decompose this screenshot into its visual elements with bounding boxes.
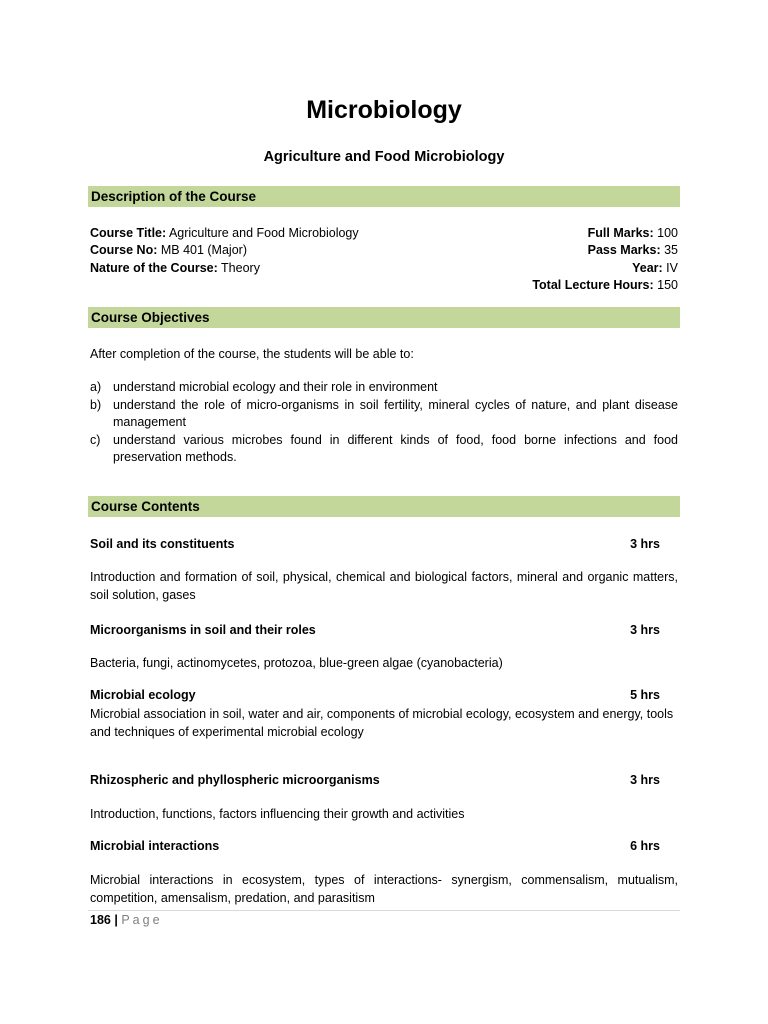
course-no-row: Course No: MB 401 (Major) bbox=[90, 243, 247, 257]
topic-hours: 6 hrs bbox=[630, 839, 660, 853]
section-header-contents: Course Contents bbox=[88, 496, 680, 517]
course-subtitle: Agriculture and Food Microbiology bbox=[263, 149, 505, 165]
topic-hours: 3 hrs bbox=[630, 773, 660, 787]
list-item: c) understand various microbes found in different kinds of food, food borne infections and food preservation methods. bbox=[90, 432, 678, 464]
total-lecture-hours: Total Lecture Hours: 150 bbox=[532, 278, 678, 292]
page-title: Microbiology bbox=[306, 96, 462, 124]
course-title-row: Course Title: Agriculture and Food Microbiology bbox=[90, 226, 359, 240]
topic-description: Microbial association in soil, water and air, components of microbial ecology, ecosystem and energy, tools and techniques of experimental microbial ecology bbox=[90, 707, 674, 739]
section-header-description: Description of the Course bbox=[88, 186, 680, 207]
topic-hours: 3 hrs bbox=[630, 623, 660, 637]
topic-heading: Microorganisms in soil and their roles 3 hrs bbox=[90, 623, 660, 637]
objectives-list bbox=[90, 379, 678, 467]
course-nature-row: Nature of the Course: Theory bbox=[90, 261, 260, 275]
topic-description: Introduction, functions, factors influencing their growth and activities bbox=[90, 807, 465, 821]
topic-heading: Soil and its constituents 3 hrs bbox=[90, 537, 660, 551]
pass-marks: Pass Marks: 35 bbox=[587, 243, 678, 257]
full-marks: Full Marks: 100 bbox=[587, 226, 678, 240]
page-number: 186 bbox=[90, 913, 111, 927]
year: Year: IV bbox=[632, 261, 678, 275]
section-header-objectives: Course Objectives bbox=[88, 307, 680, 328]
topic-description: Microbial interactions in ecosystem, types of interactions- synergism, commensalism, mutualism, competition, amensalism, predation, and parasitism bbox=[90, 873, 678, 905]
footer-divider bbox=[88, 910, 680, 911]
topic-description: Introduction and formation of soil, physical, chemical and biological factors, mineral and organic matters, soil solution, gases bbox=[90, 570, 678, 602]
objectives-intro: After completion of the course, the students will be able to: bbox=[90, 347, 414, 361]
topic-heading: Rhizospheric and phyllospheric microorganisms 3 hrs bbox=[90, 773, 660, 787]
footer-separator: | bbox=[114, 913, 118, 927]
list-item: a) understand microbial ecology and their role in environment bbox=[90, 380, 438, 394]
page-label: Page bbox=[121, 913, 163, 927]
page-footer bbox=[90, 913, 163, 927]
topic-description: Bacteria, fungi, actinomycetes, protozoa, blue-green algae (cyanobacteria) bbox=[90, 656, 503, 670]
list-item: b) understand the role of micro-organisms in soil fertility, mineral cycles of nature, and plant disease management bbox=[90, 397, 678, 429]
topic-heading: Microbial ecology 5 hrs bbox=[90, 688, 660, 702]
topic-hours: 5 hrs bbox=[630, 688, 660, 702]
topic-hours: 3 hrs bbox=[630, 537, 660, 551]
topic-heading: Microbial interactions 6 hrs bbox=[90, 839, 660, 853]
